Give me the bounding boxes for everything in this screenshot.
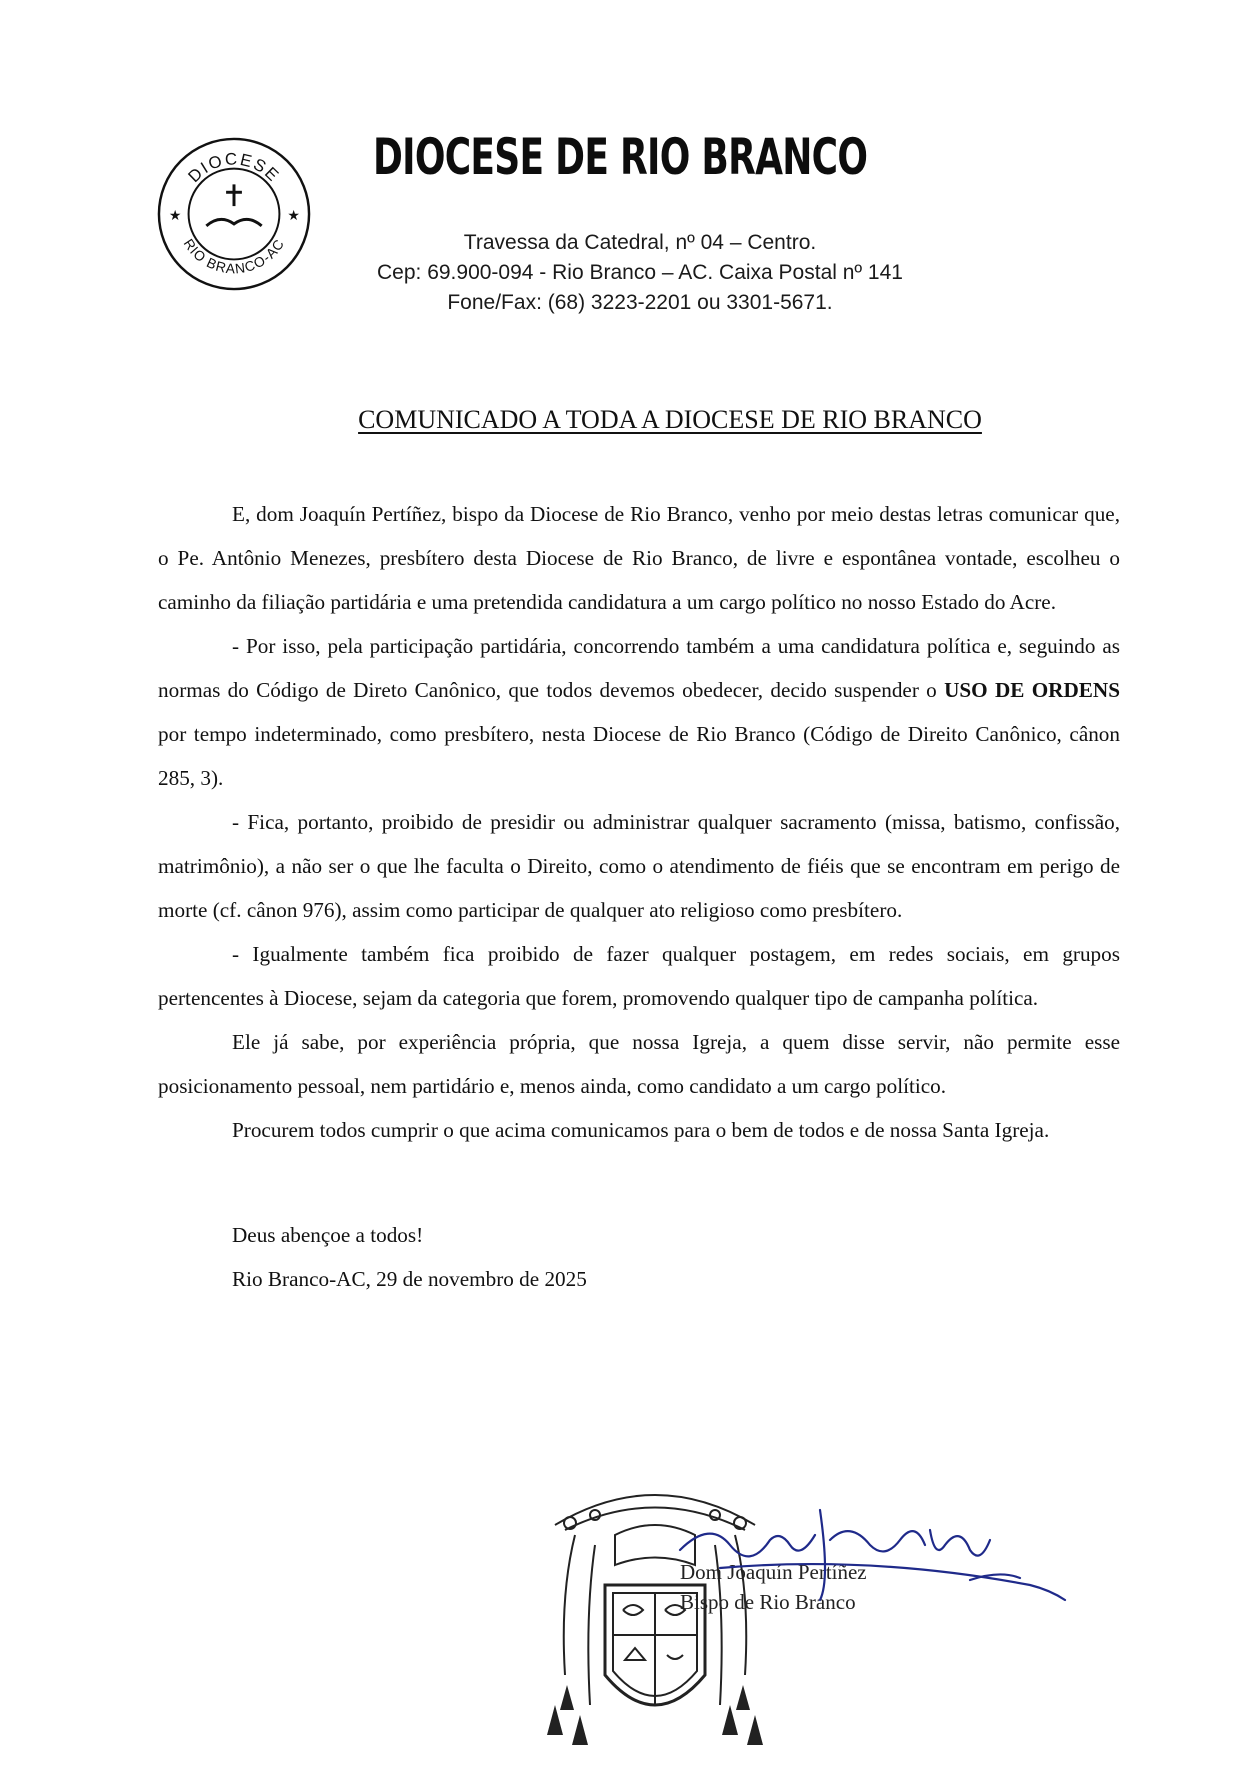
letter-body: [158, 492, 1120, 1152]
paragraph-intro: E, dom Joaquín Pertíñez, bispo da Diocese de Rio Branco, venho por meio destas letras comunicar que, o Pe. Antônio Menezes, presbítero desta Diocese de Rio Branco, de livre e espontânea vontade, escolheu o caminho da filiação partidária e uma pretendida candidatura a um cargo político no nosso Estado do Acre.: [158, 502, 1120, 614]
address-line: Travessa da Catedral, nº 04 – Centro.: [463, 231, 817, 254]
signatory-name: Dom Joaquín Pertíñez: [680, 1560, 867, 1584]
address-postal-line: Cep: 69.900-094 - Rio Branco – AC. Caixa Postal nº 141: [377, 261, 903, 284]
organization-name: DIOCESE DE RIO BRANCO: [373, 128, 868, 186]
svg-text:DIOCESE: DIOCESE: [184, 149, 284, 187]
signatory-role: Bispo de Rio Branco: [680, 1590, 856, 1614]
paragraph-exhortation: Procurem todos cumprir o que acima comunicamos para o bem de todos e de nossa Santa Igreja.: [232, 1118, 1050, 1142]
svg-text:★: ★: [287, 207, 300, 223]
paragraph-church-position: Ele já sabe, por experiência própria, que nossa Igreja, a quem disse servir, não permite esse posicionamento pessoal, nem partidário e, menos ainda, como candidato a um cargo político.: [158, 1030, 1120, 1098]
letterhead-address: [300, 228, 980, 318]
paragraph-suspension: - Por isso, pela participação partidária, concorrendo também a uma candidatura política e, seguindo as normas do Código de Direto Canônico, que todos devemos obedecer, decido suspender o USO DE ORDENS por tempo indeterminado, como presbítero, nesta Diocese de Rio Branco (Código de Direito Canônico, cânon 285, 3).: [158, 634, 1120, 790]
address-phone-line: Fone/Fax: (68) 3223-2201 ou 3301-5671.: [447, 291, 833, 314]
svg-text:RIO BRANCO-AC: RIO BRANCO-AC: [180, 235, 288, 277]
document-title: COMUNICADO A TODA A DIOCESE DE RIO BRANCO: [358, 405, 982, 434]
diocese-seal-logo: [155, 135, 313, 293]
blessing-line: Deus abençoe a todos!: [232, 1223, 424, 1247]
place-date-line: Rio Branco-AC, 29 de novembro de 2025: [232, 1267, 587, 1291]
paragraph-prohibition-sacraments: - Fica, portanto, proibido de presidir ou administrar qualquer sacramento (missa, batismo, confissão, matrimônio), a não ser o que lhe faculta o Direito, como o atendimento de fiéis que se encontram em perigo de morte (cf. cânon 976), assim como participar de qualquer ato religioso como presbítero.: [158, 810, 1120, 922]
paragraph-prohibition-posts: - Igualmente também fica proibido de fazer qualquer postagem, em redes sociais, em grupos pertencentes à Diocese, sejam da categoria que forem, promovendo qualquer tipo de campanha política.: [158, 942, 1120, 1010]
handwritten-signature: [670, 1490, 1070, 1610]
svg-text:★: ★: [168, 207, 182, 223]
suspension-emphasis: USO DE ORDENS: [944, 678, 1120, 702]
